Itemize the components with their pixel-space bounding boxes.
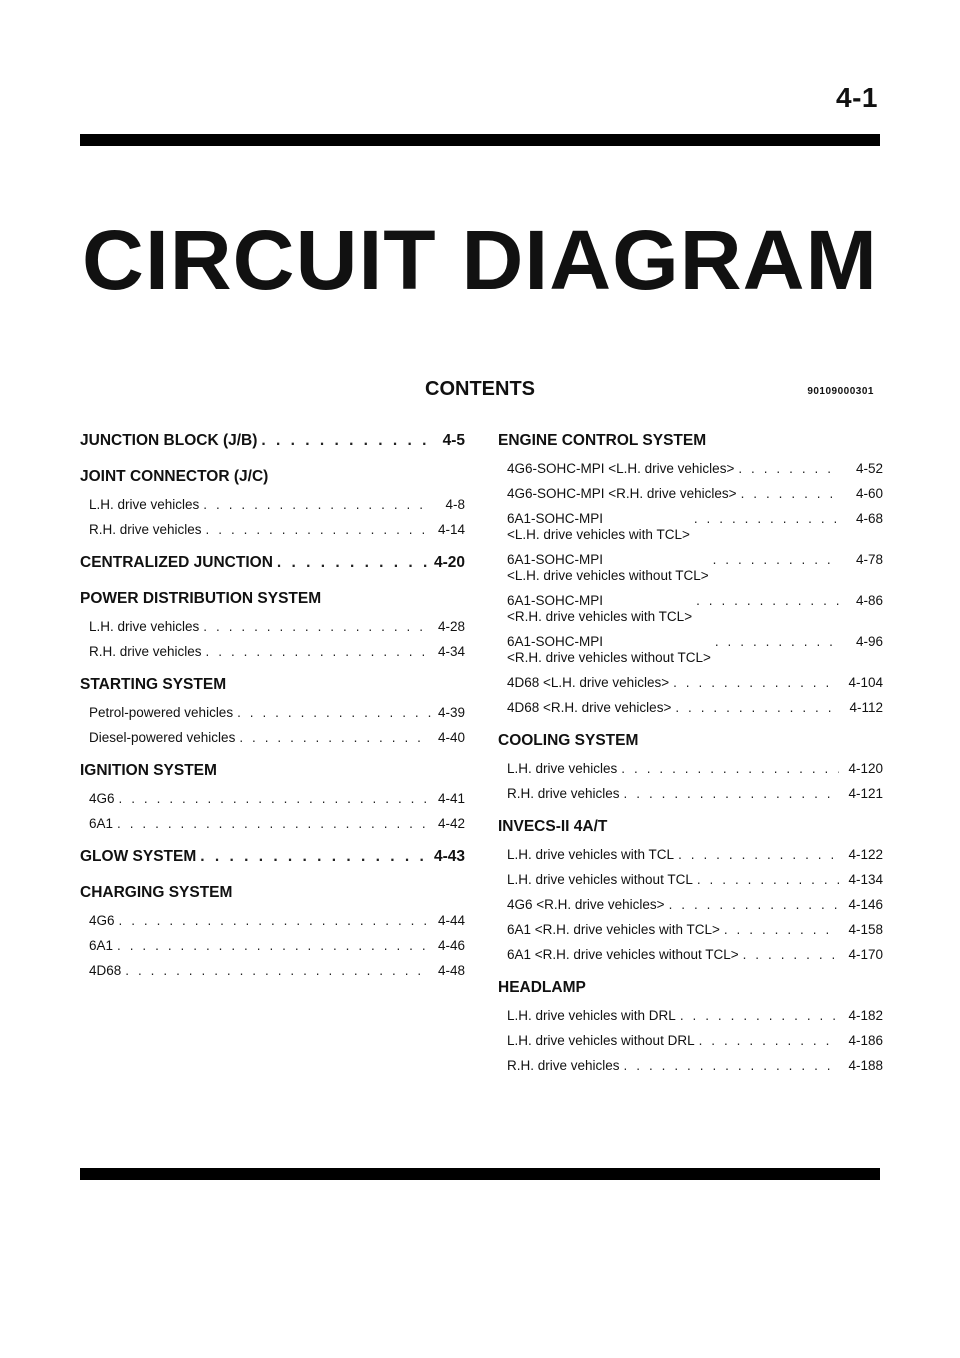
- dot-leader: [715, 634, 839, 650]
- toc-section-title[interactable]: [80, 674, 465, 696]
- dot-leader: [624, 786, 839, 802]
- toc-section-title[interactable]: [80, 846, 465, 868]
- toc-entry-label: R.H. drive vehicles: [507, 1058, 620, 1073]
- toc-page-ref: 4-182: [848, 1008, 883, 1023]
- toc-section: [80, 760, 465, 832]
- toc-entry-label: L.H. drive vehicles: [89, 497, 200, 512]
- toc-entry[interactable]: [498, 872, 883, 888]
- toc-section-title[interactable]: [80, 552, 465, 574]
- dot-leader: [724, 922, 839, 938]
- dot-leader: [203, 497, 431, 513]
- toc-page-ref: 4-42: [437, 816, 465, 831]
- toc-entry-label: 4D68 <L.H. drive vehicles>: [507, 675, 670, 690]
- toc-entry[interactable]: [498, 486, 883, 502]
- toc-page-ref: 4-28: [437, 619, 465, 634]
- toc-entry[interactable]: [80, 644, 465, 660]
- dot-leader: [669, 897, 839, 913]
- dot-leader: [624, 1058, 839, 1074]
- toc-entry[interactable]: [498, 461, 883, 477]
- toc-entry[interactable]: [80, 522, 465, 538]
- toc-entry[interactable]: [498, 786, 883, 802]
- toc-section-title[interactable]: [80, 466, 465, 488]
- toc-entry-label: L.H. drive vehicles without TCL: [507, 872, 693, 887]
- dot-leader: [277, 552, 430, 574]
- toc-page-ref: 4-186: [848, 1033, 883, 1048]
- toc-page-ref: 4-20: [433, 554, 465, 571]
- dot-leader: [713, 552, 839, 568]
- toc-section: [80, 466, 465, 538]
- toc-page-ref: 4-122: [848, 847, 883, 862]
- toc-entry-label: 4D68 <R.H. drive vehicles>: [507, 700, 672, 715]
- toc-entry[interactable]: [80, 938, 465, 954]
- dot-leader: [738, 461, 839, 477]
- toc-entry-label: 6A1: [89, 816, 114, 831]
- toc-section: [498, 730, 883, 802]
- toc-section-title[interactable]: [80, 882, 465, 904]
- toc-section: [80, 588, 465, 660]
- dot-leader: [206, 644, 431, 660]
- toc-entry[interactable]: [498, 947, 883, 963]
- toc-section: [80, 430, 465, 452]
- dot-leader: [125, 963, 431, 979]
- toc-entry[interactable]: [80, 497, 465, 513]
- toc-section-title-text: IGNITION SYSTEM: [80, 762, 217, 779]
- toc-entry[interactable]: [498, 897, 883, 913]
- toc-page-ref: 4-40: [437, 730, 465, 745]
- toc-page-ref: 4-104: [848, 675, 883, 690]
- toc-entry[interactable]: [498, 511, 883, 543]
- toc-section-title[interactable]: [498, 816, 883, 838]
- toc-section: [498, 430, 883, 716]
- dot-leader: [237, 705, 431, 721]
- toc-entry-label: 6A1-SOHC-MPI <R.H. drive vehicles without TCL>: [507, 634, 711, 665]
- toc-page-ref: 4-120: [848, 761, 883, 776]
- toc-section-title-text: HEADLAMP: [498, 979, 586, 996]
- dot-leader: [621, 761, 839, 777]
- dot-leader: [699, 1033, 839, 1049]
- toc-page-ref: 4-112: [849, 700, 883, 715]
- toc-page-ref: 4-5: [442, 432, 465, 449]
- dot-leader: [673, 675, 839, 691]
- dot-leader: [696, 593, 839, 609]
- toc-entry-label: 4G6: [89, 913, 115, 928]
- toc-entry-label: 4G6: [89, 791, 115, 806]
- toc-page-ref: 4-46: [437, 938, 465, 953]
- toc-entry-label: Petrol-powered vehicles: [89, 705, 234, 720]
- document-code: 90109000301: [807, 386, 874, 397]
- dot-leader: [206, 522, 431, 538]
- toc-section-title[interactable]: [498, 430, 883, 452]
- toc-entry[interactable]: [498, 761, 883, 777]
- dot-leader: [119, 913, 431, 929]
- toc-entry[interactable]: [80, 963, 465, 979]
- toc-section: [80, 674, 465, 746]
- toc-entry-label: 6A1: [89, 938, 114, 953]
- toc-entry-label: R.H. drive vehicles: [89, 644, 202, 659]
- toc-section: [80, 552, 465, 574]
- top-rule: [80, 134, 880, 146]
- toc-page-ref: 4-8: [445, 497, 465, 512]
- toc-entry[interactable]: [498, 675, 883, 691]
- contents-heading: CONTENTS: [425, 378, 535, 400]
- toc-entry-label: L.H. drive vehicles: [507, 761, 618, 776]
- toc-page-ref: 4-44: [437, 913, 465, 928]
- dot-leader: [680, 1008, 839, 1024]
- dot-leader: [239, 730, 431, 746]
- toc-entry[interactable]: [80, 913, 465, 929]
- toc-section-title-text: STARTING SYSTEM: [80, 676, 227, 693]
- toc-entry-label: 6A1 <R.H. drive vehicles with TCL>: [507, 922, 720, 937]
- toc-entry[interactable]: [498, 1008, 883, 1024]
- toc-entry-label: R.H. drive vehicles: [89, 522, 202, 537]
- toc-section-title[interactable]: [498, 730, 883, 752]
- toc-page-ref: 4-48: [437, 963, 465, 978]
- toc-entry-label: 4G6-SOHC-MPI <L.H. drive vehicles>: [507, 461, 735, 476]
- toc-section-title[interactable]: [80, 760, 465, 782]
- toc-entry-label: R.H. drive vehicles: [507, 786, 620, 801]
- dot-leader: [203, 619, 431, 635]
- toc-page-ref: 4-43: [433, 848, 465, 865]
- toc-entry[interactable]: [498, 593, 883, 625]
- toc-page-ref: 4-146: [848, 897, 883, 912]
- toc-entry[interactable]: [80, 705, 465, 721]
- toc-section-title-text: CENTRALIZED JUNCTION: [80, 554, 273, 571]
- toc-page-ref: 4-68: [855, 511, 883, 526]
- dot-leader: [678, 847, 839, 863]
- toc-entry-label: 6A1 <R.H. drive vehicles without TCL>: [507, 947, 739, 962]
- toc-page-ref: 4-134: [848, 872, 883, 887]
- dot-leader: [743, 947, 839, 963]
- toc-entry[interactable]: [80, 791, 465, 807]
- toc-section-title-text: POWER DISTRIBUTION SYSTEM: [80, 590, 322, 607]
- toc-entry[interactable]: [80, 619, 465, 635]
- toc-entry-label: 6A1-SOHC-MPI <L.H. drive vehicles without TCL>: [507, 552, 709, 583]
- page-number: 4-1: [836, 82, 878, 113]
- toc-section-title-text: JOINT CONNECTOR (J/C): [80, 468, 269, 485]
- toc-section-title-text: INVECS-II 4A/T: [498, 818, 608, 835]
- toc-entry[interactable]: [80, 730, 465, 746]
- toc-section-title[interactable]: [80, 430, 465, 452]
- toc-entry[interactable]: [498, 634, 883, 666]
- toc-section-title[interactable]: [80, 588, 465, 610]
- toc-section: [498, 977, 883, 1074]
- dot-leader: [697, 872, 839, 888]
- toc-page-ref: 4-158: [848, 922, 883, 937]
- toc-section-title-text: GLOW SYSTEM: [80, 848, 197, 865]
- toc-section-title[interactable]: [498, 977, 883, 999]
- dot-leader: [200, 846, 430, 868]
- toc-entry[interactable]: [498, 552, 883, 584]
- toc-entry[interactable]: [498, 847, 883, 863]
- toc-page-ref: 4-52: [855, 461, 883, 476]
- toc-section-title-text: CHARGING SYSTEM: [80, 884, 233, 901]
- toc-section: [80, 846, 465, 868]
- toc-entry[interactable]: [498, 1058, 883, 1074]
- toc-section: [80, 882, 465, 979]
- toc-entry-label: 6A1-SOHC-MPI <L.H. drive vehicles with TCL>: [507, 511, 690, 542]
- toc-page-ref: 4-41: [437, 791, 465, 806]
- dot-leader: [675, 700, 839, 716]
- page-title: CIRCUIT DIAGRAM: [82, 213, 878, 307]
- toc-entry-label: 4D68: [89, 963, 122, 978]
- toc-page-ref: 4-188: [848, 1058, 883, 1073]
- toc-page-ref: 4-170: [848, 947, 883, 962]
- toc-page-ref: 4-96: [855, 634, 883, 649]
- toc-section-title-text: JUNCTION BLOCK (J/B): [80, 432, 258, 449]
- toc-page-ref: 4-14: [437, 522, 465, 537]
- toc-entry-label: L.H. drive vehicles with DRL: [507, 1008, 676, 1023]
- bottom-rule: [80, 1168, 880, 1180]
- toc-page-ref: 4-86: [855, 593, 883, 608]
- toc-page-ref: 4-34: [437, 644, 465, 659]
- contents-left-column: [80, 430, 465, 993]
- toc-entry[interactable]: [498, 700, 883, 716]
- toc-page-ref: 4-60: [855, 486, 883, 501]
- dot-leader: [261, 430, 431, 452]
- toc-entry[interactable]: [80, 816, 465, 832]
- toc-page-ref: 4-39: [437, 705, 465, 720]
- toc-entry-label: 4G6-SOHC-MPI <R.H. drive vehicles>: [507, 486, 737, 501]
- toc-entry-label: Diesel-powered vehicles: [89, 730, 236, 745]
- toc-section-title-text: ENGINE CONTROL SYSTEM: [498, 432, 707, 449]
- dot-leader: [741, 486, 839, 502]
- toc-entry-label: L.H. drive vehicles without DRL: [507, 1033, 695, 1048]
- toc-entry-label: L.H. drive vehicles: [89, 619, 200, 634]
- toc-entry-label: 6A1-SOHC-MPI <R.H. drive vehicles with TCL>: [507, 593, 693, 624]
- dot-leader: [117, 938, 431, 954]
- contents-right-column: [498, 430, 883, 1088]
- toc-page-ref: 4-78: [855, 552, 883, 567]
- toc-entry[interactable]: [498, 1033, 883, 1049]
- dot-leader: [117, 816, 431, 832]
- dot-leader: [119, 791, 431, 807]
- toc-entry-label: 4G6 <R.H. drive vehicles>: [507, 897, 665, 912]
- toc-entry[interactable]: [498, 922, 883, 938]
- toc-entry-label: L.H. drive vehicles with TCL: [507, 847, 675, 862]
- dot-leader: [694, 511, 839, 527]
- toc-section-title-text: COOLING SYSTEM: [498, 732, 639, 749]
- toc-section: [498, 816, 883, 963]
- toc-page-ref: 4-121: [848, 786, 883, 801]
